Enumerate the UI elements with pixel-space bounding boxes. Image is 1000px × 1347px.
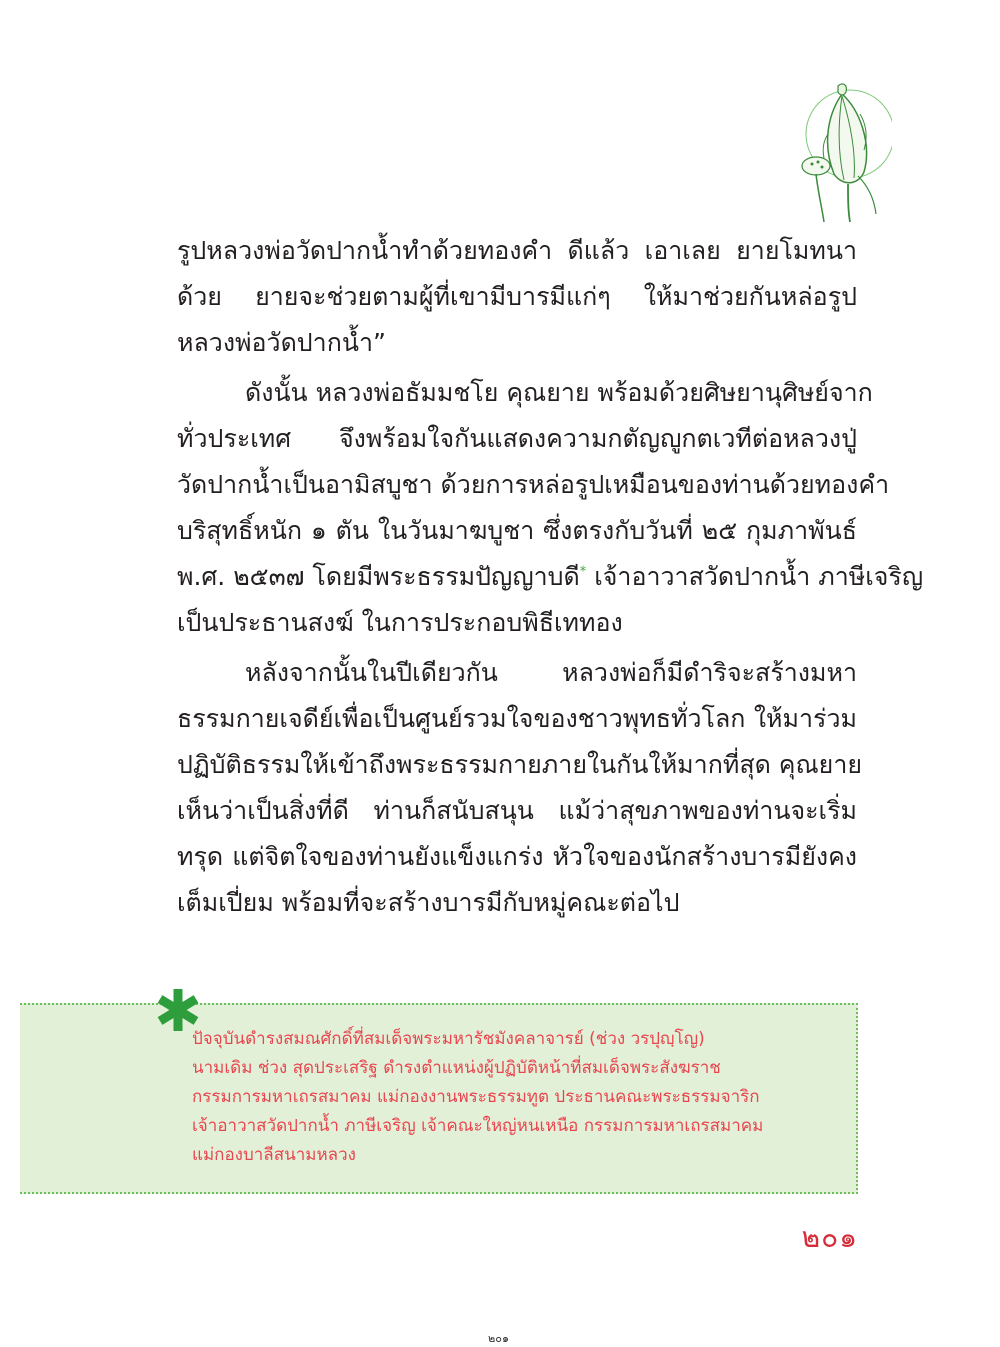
footnote-reference-mark[interactable]: *	[579, 564, 587, 580]
text-line: รูปหลวงพ่อวัดปากน้ำทำด้วยทองคำ ดีแล้ว เอาเลย ยายโมทนา	[177, 236, 857, 265]
text-line: ด้วย ยายจะช่วยตามผู้ที่เขามีบารมีแก่ๆ ให้มาช่วยกันหล่อรูป	[177, 282, 857, 311]
footnote-line: กรรมการมหาเถรสมาคม แม่กองงานพระธรรมทูต ประธานคณะพระธรรมจาริก	[192, 1087, 760, 1107]
footnote-text	[192, 1025, 832, 1170]
text-line: เป็นประธานสงฆ์ ในการประกอบพิธีเททอง	[177, 608, 623, 637]
footnote-line: ปัจจุบันดำรงสมณศักดิ์ที่สมเด็จพระมหารัชมังคลาจารย์ (ช่วง วรปุญฺโญ)	[192, 1029, 705, 1049]
paragraph-3	[177, 650, 863, 926]
text-line: ปฏิบัติธรรมให้เข้าถึงพระธรรมกายภายในกันให้มากที่สุด คุณยาย	[177, 750, 863, 779]
footnote-line: แม่กองบาลีสนามหลวง	[192, 1145, 356, 1165]
text-line-with-footnote	[177, 554, 924, 600]
text-segment: พ.ศ. ๒๕๓๗ โดยมีพระธรรมปัญญาบดี	[177, 562, 580, 591]
text-line: ดังนั้น หลวงพ่อธัมมชโย คุณยาย พร้อมด้วยศิษยานุศิษย์จาก	[245, 378, 873, 407]
body-text	[177, 228, 924, 930]
text-line: เต็มเปี่ยม พร้อมที่จะสร้างบารมีกับหมู่คณะต่อไป	[177, 888, 680, 917]
footnote-box	[20, 1003, 858, 1194]
text-line: ทรุด แต่จิตใจของท่านยังแข็งแกร่ง หัวใจของนักสร้างบารมียังคง	[177, 842, 857, 871]
page-number-footer: ๒๐๑	[488, 1332, 509, 1345]
text-line: วัดปากน้ำเป็นอามิสบูชา ด้วยการหล่อรูปเหมือนของท่านด้วยทองคำ	[177, 470, 890, 499]
text-line: ธรรมกายเจดีย์เพื่อเป็นศูนย์รวมใจของชาวพุทธทั่วโลก ให้มาร่วม	[177, 704, 857, 733]
text-line: บริสุทธิ์หนัก ๑ ตัน ในวันมาฆบูชา ซึ่งตรงกับวันที่ ๒๕ กุมภาพันธ์	[177, 516, 857, 545]
text-line: หลังจากนั้นในปีเดียวกัน หลวงพ่อก็มีดำริจะสร้างมหา	[245, 658, 857, 687]
page-number: ๒๐๑	[801, 1221, 858, 1254]
footnote-line: นามเดิม ช่วง สุดประเสริฐ ดำรงตำแหน่งผู้ปฏิบัติหน้าที่สมเด็จพระสังฆราช	[192, 1058, 721, 1078]
lotus-bud-illustration-icon	[798, 74, 892, 224]
text-line: เห็นว่าเป็นสิ่งที่ดี ท่านก็สนับสนุน แม้ว่าสุขภาพของท่านจะเริ่ม	[177, 796, 857, 825]
paragraph-1	[177, 228, 857, 366]
text-segment: เจ้าอาวาสวัดปากน้ำ ภาษีเจริญ	[586, 562, 924, 591]
footnote-line: เจ้าอาวาสวัดปากน้ำ ภาษีเจริญ เจ้าคณะใหญ่หนเหนือ กรรมการมหาเถรสมาคม	[192, 1116, 764, 1136]
text-line: ทั่วประเทศ จึงพร้อมใจกันแสดงความกตัญญูกตเวทีต่อหลวงปู่	[177, 424, 857, 453]
paragraph-2	[177, 370, 924, 646]
text-line: หลวงพ่อวัดปากน้ำ”	[177, 328, 386, 357]
